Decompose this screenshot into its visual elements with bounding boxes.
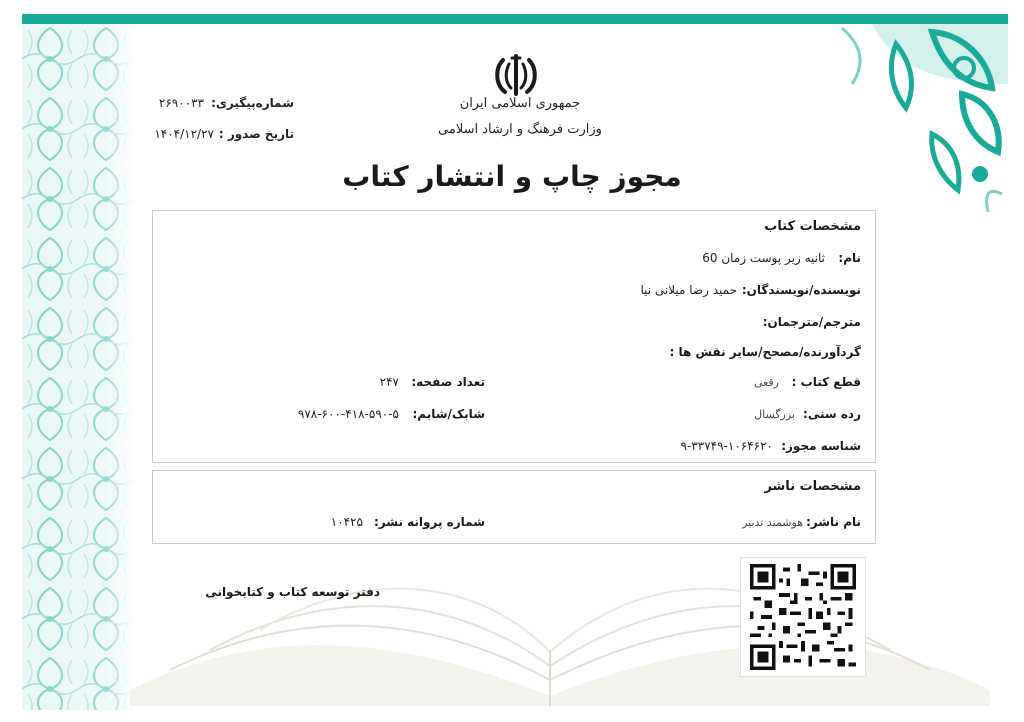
corner-ornament	[812, 24, 1008, 212]
license-id-value: ۹-۳۳۷۴۹-۱۰۶۴۶۲۰	[680, 439, 773, 453]
issuing-office-name: دفتر توسعه کتاب و کتابخوانی	[205, 585, 380, 599]
corner-arabesque-icon	[812, 24, 1008, 212]
isbn-label: شابک/شابم:	[412, 407, 485, 421]
issue-date-value: ۱۴۰۴/۱۲/۲۷	[154, 127, 214, 141]
contributors-label: گردآورنده/مصحح/سایر نقش ها :	[669, 345, 861, 359]
authors-value: حمید رضا میلانی نیا	[640, 283, 737, 297]
age-group-value: بزرگسال	[754, 408, 795, 421]
qr-code	[740, 557, 866, 677]
license-id-label: شناسه مجوز:	[781, 439, 861, 453]
top-accent-band	[22, 14, 1008, 24]
publisher-name-value: هوشمند تدبیر	[742, 516, 803, 529]
book-format-label: قطع کتاب :	[791, 375, 861, 389]
republic-name: جمهوری اسلامی ایران	[459, 96, 581, 111]
book-name-label: نام:	[838, 251, 861, 265]
book-format-value: رقعی	[753, 376, 779, 389]
book-details-heading: مشخصات کتاب	[764, 219, 861, 234]
tracking-number-label: شماره‌پیگیری:	[211, 96, 294, 110]
issue-date-label: تاریخ صدور :	[218, 127, 294, 141]
authors-label: نویسنده/نویسندگان:	[741, 283, 861, 297]
isbn-value: ۹۷۸-۶۰۰-۴۱۸-۵۹۰-۵	[297, 407, 399, 421]
publisher-details-heading: مشخصات ناشر	[764, 479, 861, 494]
page-count-label: تعداد صفحه:	[411, 375, 485, 389]
book-name-value: ثانیه زیر پوست زمان 60	[702, 251, 825, 265]
page-count-value: ۲۴۷	[379, 375, 399, 389]
publisher-name-label: نام ناشر:	[805, 515, 861, 529]
publisher-details-panel	[152, 470, 876, 544]
age-group-label: رده سنی:	[803, 407, 861, 421]
iran-emblem-icon	[493, 52, 539, 98]
document-title: مجوز چاپ و انتشار کتاب	[342, 160, 682, 193]
publishing-permit-label: شماره پروانه نشر:	[373, 515, 485, 529]
qr-code-icon	[747, 564, 859, 670]
translators-label: مترجم/مترجمان:	[762, 315, 861, 329]
tracking-number-value: ۲۶۹۰۰۳۳	[158, 96, 204, 110]
publishing-permit-value: ۱۰۴۲۵	[330, 515, 363, 529]
ministry-name: وزارت فرهنگ و ارشاد اسلامی	[438, 122, 602, 137]
book-details-panel	[152, 210, 876, 463]
